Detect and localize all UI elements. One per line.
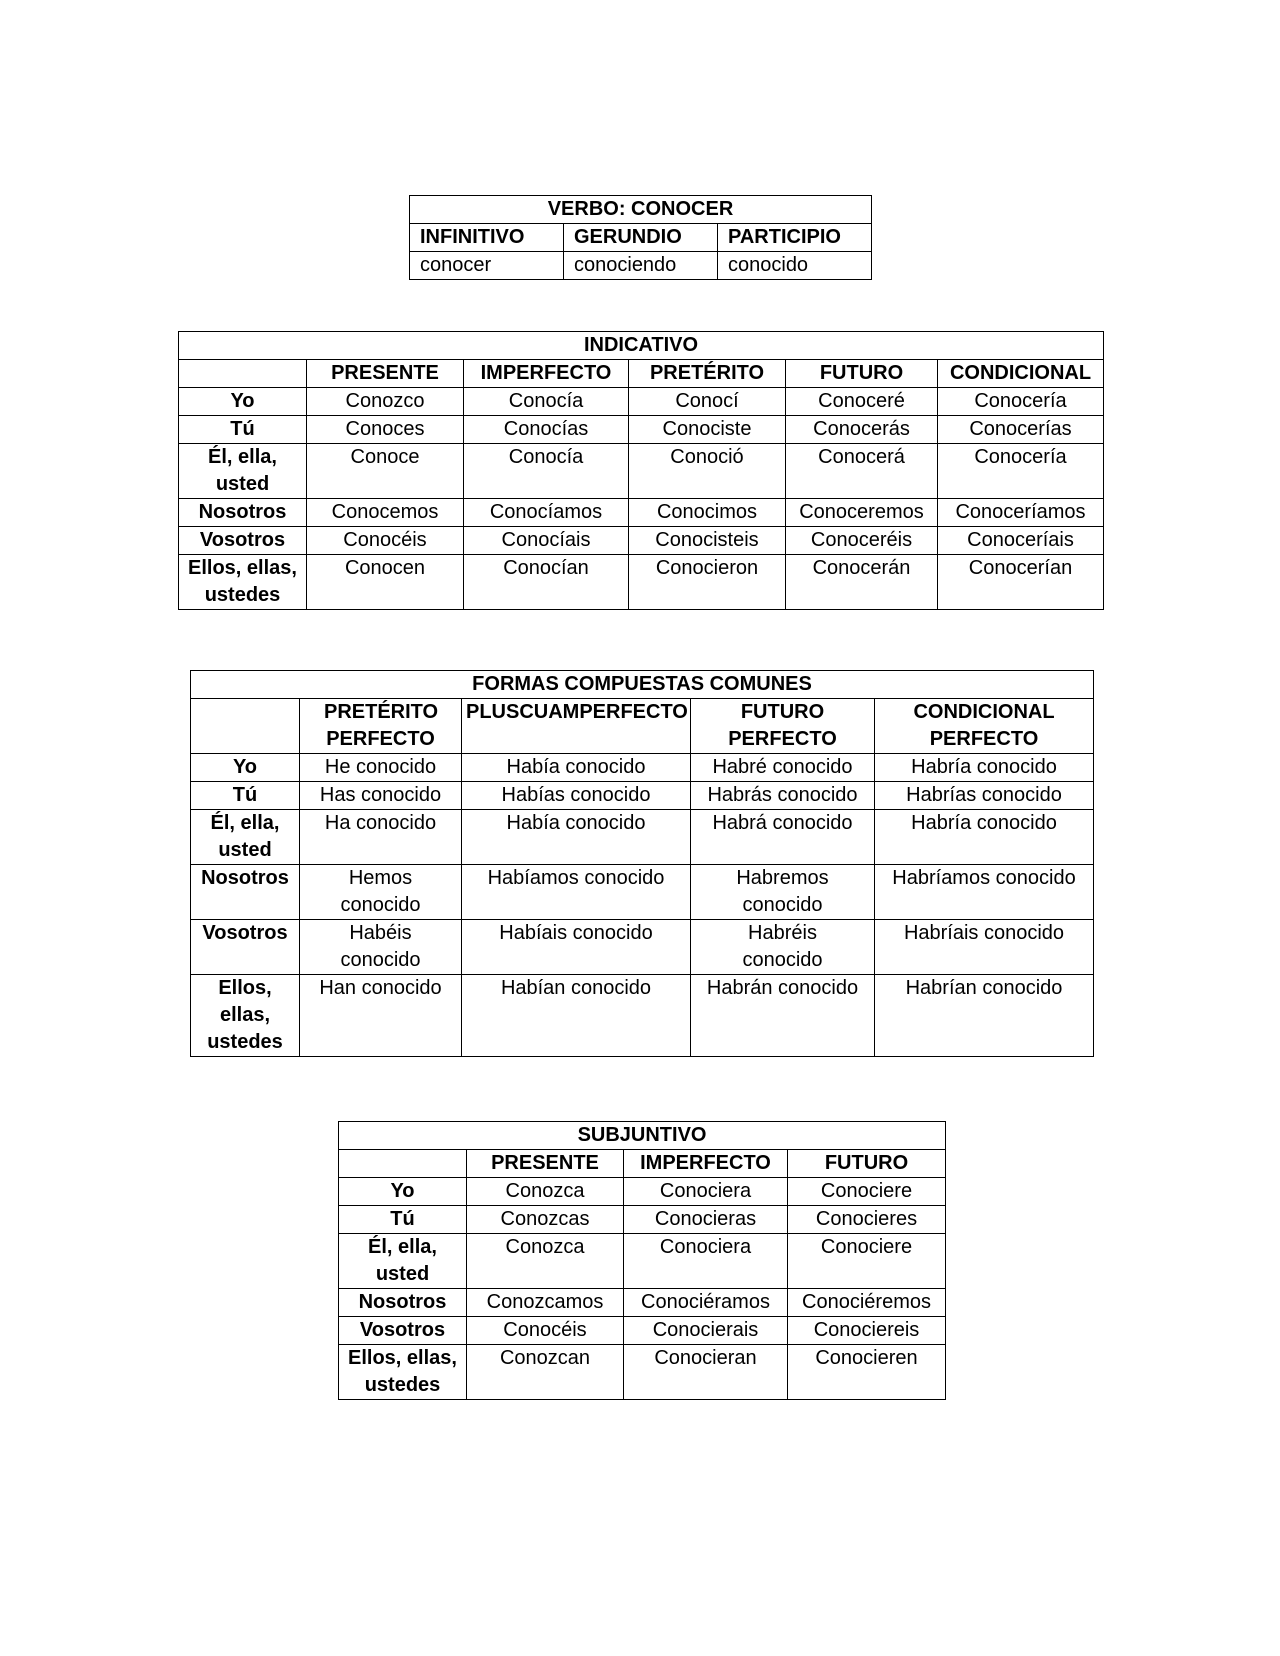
conjugation-cell: He conocido: [300, 754, 462, 782]
table-row: [179, 388, 1104, 416]
conjugation-cell: Conozcamos: [467, 1289, 624, 1317]
header-futuro: FUTURO: [788, 1150, 946, 1178]
conjugation-cell: Conocerá: [786, 444, 938, 499]
conjugation-cell: Conozcan: [467, 1345, 624, 1400]
indicativo-header-row: [179, 360, 1104, 388]
conjugation-cell: Conoceríamos: [938, 499, 1104, 527]
pronoun-cell: Ellos, ellas, ustedes: [191, 975, 300, 1057]
table-row: [191, 920, 1094, 975]
value-infinitivo: conocer: [410, 252, 564, 280]
table-row: [339, 1289, 946, 1317]
conjugation-cell: Has conocido: [300, 782, 462, 810]
verb-header-row: [410, 224, 872, 252]
pronoun-cell: Ellos, ellas, ustedes: [339, 1345, 467, 1400]
conjugation-cell: Hemos conocido: [300, 865, 462, 920]
conjugation-cell: Conocemos: [307, 499, 464, 527]
conjugation-cell: Habríamos conocido: [875, 865, 1094, 920]
value-gerundio: conociendo: [564, 252, 718, 280]
subjuntivo-table: [338, 1121, 946, 1400]
header-futuro: FUTURO: [786, 360, 938, 388]
conjugation-cell: Habíamos conocido: [462, 865, 691, 920]
conjugation-cell: Conocéis: [467, 1317, 624, 1345]
conjugation-cell: Habría conocido: [875, 754, 1094, 782]
table-row: [339, 1178, 946, 1206]
conjugation-cell: Conocíamos: [464, 499, 629, 527]
value-participio: conocido: [718, 252, 872, 280]
conjugation-cell: Conociereis: [788, 1317, 946, 1345]
conjugation-cell: Habremos conocido: [691, 865, 875, 920]
table-row: [179, 555, 1104, 610]
verb-value-row: [410, 252, 872, 280]
table-row: [191, 754, 1094, 782]
subjuntivo-header-row: [339, 1150, 946, 1178]
indicativo-table: [178, 331, 1104, 610]
header-presente: PRESENTE: [307, 360, 464, 388]
conjugation-cell: Conocerás: [786, 416, 938, 444]
header-condicional-perfecto: CONDICIONAL PERFECTO: [875, 699, 1094, 754]
conjugation-cell: Conociera: [624, 1178, 788, 1206]
compuestas-table: [190, 670, 1094, 1057]
conjugation-cell: Conoceríais: [938, 527, 1104, 555]
table-row: [339, 1206, 946, 1234]
conjugation-cell: Conocieras: [624, 1206, 788, 1234]
header-participio: PARTICIPIO: [718, 224, 872, 252]
pronoun-cell: Tú: [179, 416, 307, 444]
table-row: [191, 975, 1094, 1057]
empty-header-cell: [191, 699, 300, 754]
conjugation-cell: Conocéis: [307, 527, 464, 555]
conjugation-cell: Habíais conocido: [462, 920, 691, 975]
conjugation-cell: Conociere: [788, 1234, 946, 1289]
compuestas-header-row: [191, 699, 1094, 754]
table-row: [191, 782, 1094, 810]
conjugation-cell: Conociéramos: [624, 1289, 788, 1317]
conjugation-cell: Conocimos: [629, 499, 786, 527]
table-row: [179, 527, 1104, 555]
compuestas-title: FORMAS COMPUESTAS COMUNES: [191, 671, 1094, 699]
conjugation-cell: Conocerías: [938, 416, 1104, 444]
conjugation-cell: Habían conocido: [462, 975, 691, 1057]
table-row: [339, 1234, 946, 1289]
conjugation-cell: Conocieran: [624, 1345, 788, 1400]
conjugation-cell: Habrá conocido: [691, 810, 875, 865]
pronoun-cell: Ellos, ellas, ustedes: [179, 555, 307, 610]
conjugation-cell: Había conocido: [462, 754, 691, 782]
conjugation-cell: Conocías: [464, 416, 629, 444]
conjugation-cell: Conociera: [624, 1234, 788, 1289]
conjugation-cell: Conocisteis: [629, 527, 786, 555]
header-pluscuamperfecto: PLUSCUAMPERFECTO: [462, 699, 691, 754]
verb-title-row: [410, 196, 872, 224]
conjugation-cell: Habríais conocido: [875, 920, 1094, 975]
verb-forms-table: [409, 195, 872, 280]
table-row: [191, 865, 1094, 920]
conjugation-cell: Conocían: [464, 555, 629, 610]
empty-header-cell: [179, 360, 307, 388]
conjugation-cell: Conociste: [629, 416, 786, 444]
conjugation-cell: Habría conocido: [875, 810, 1094, 865]
pronoun-cell: Nosotros: [179, 499, 307, 527]
indicativo-title-row: [179, 332, 1104, 360]
conjugation-cell: Habrías conocido: [875, 782, 1094, 810]
conjugation-cell: Conoceré: [786, 388, 938, 416]
conjugation-cell: Conocería: [938, 444, 1104, 499]
table-row: [179, 499, 1104, 527]
conjugation-cell: Habrían conocido: [875, 975, 1094, 1057]
pronoun-cell: Vosotros: [179, 527, 307, 555]
conjugation-cell: Conocierais: [624, 1317, 788, 1345]
conjugation-cell: Han conocido: [300, 975, 462, 1057]
conjugation-cell: Conocieron: [629, 555, 786, 610]
compuestas-title-row: [191, 671, 1094, 699]
conjugation-cell: Ha conocido: [300, 810, 462, 865]
conjugation-cell: Conozca: [467, 1178, 624, 1206]
table-row: [179, 444, 1104, 499]
table-row: [339, 1345, 946, 1400]
header-futuro-perfecto: FUTURO PERFECTO: [691, 699, 875, 754]
subjuntivo-title: SUBJUNTIVO: [339, 1122, 946, 1150]
pronoun-cell: Yo: [179, 388, 307, 416]
pronoun-cell: Tú: [339, 1206, 467, 1234]
conjugation-cell: Conozco: [307, 388, 464, 416]
empty-header-cell: [339, 1150, 467, 1178]
conjugation-cell: Conocerán: [786, 555, 938, 610]
pronoun-cell: Yo: [191, 754, 300, 782]
conjugation-cell: Habéis conocido: [300, 920, 462, 975]
conjugation-cell: Había conocido: [462, 810, 691, 865]
header-imperfecto: IMPERFECTO: [624, 1150, 788, 1178]
pronoun-cell: Vosotros: [191, 920, 300, 975]
table-row: [191, 810, 1094, 865]
conjugation-cell: Habrás conocido: [691, 782, 875, 810]
conjugation-cell: Habréis conocido: [691, 920, 875, 975]
conjugation-cell: Conoceréis: [786, 527, 938, 555]
conjugation-cell: Conocería: [938, 388, 1104, 416]
conjugation-cell: Conocieren: [788, 1345, 946, 1400]
conjugation-cell: Conoció: [629, 444, 786, 499]
conjugation-cell: Conocía: [464, 388, 629, 416]
conjugation-cell: Conoce: [307, 444, 464, 499]
subjuntivo-title-row: [339, 1122, 946, 1150]
conjugation-cell: Conociéremos: [788, 1289, 946, 1317]
conjugation-cell: Conoces: [307, 416, 464, 444]
conjugation-cell: Conocía: [464, 444, 629, 499]
conjugation-cell: Conocieres: [788, 1206, 946, 1234]
conjugation-cell: Habías conocido: [462, 782, 691, 810]
header-preterito: PRETÉRITO: [629, 360, 786, 388]
header-condicional: CONDICIONAL: [938, 360, 1104, 388]
header-infinitivo: INFINITIVO: [410, 224, 564, 252]
conjugation-cell: Conocen: [307, 555, 464, 610]
pronoun-cell: Él, ella, usted: [191, 810, 300, 865]
conjugation-cell: Habré conocido: [691, 754, 875, 782]
conjugation-cell: Conoceremos: [786, 499, 938, 527]
indicativo-title: INDICATIVO: [179, 332, 1104, 360]
pronoun-cell: Él, ella, usted: [179, 444, 307, 499]
header-gerundio: GERUNDIO: [564, 224, 718, 252]
pronoun-cell: Él, ella, usted: [339, 1234, 467, 1289]
conjugation-cell: Conozcas: [467, 1206, 624, 1234]
header-preterito-perfecto: PRETÉRITO PERFECTO: [300, 699, 462, 754]
table-row: [179, 416, 1104, 444]
verb-table-title: VERBO: CONOCER: [410, 196, 872, 224]
conjugation-cell: Conocí: [629, 388, 786, 416]
pronoun-cell: Vosotros: [339, 1317, 467, 1345]
pronoun-cell: Nosotros: [191, 865, 300, 920]
table-row: [339, 1317, 946, 1345]
pronoun-cell: Tú: [191, 782, 300, 810]
header-imperfecto: IMPERFECTO: [464, 360, 629, 388]
pronoun-cell: Yo: [339, 1178, 467, 1206]
conjugation-cell: Conocíais: [464, 527, 629, 555]
conjugation-cell: Conozca: [467, 1234, 624, 1289]
conjugation-cell: Conociere: [788, 1178, 946, 1206]
conjugation-cell: Conocerían: [938, 555, 1104, 610]
conjugation-cell: Habrán conocido: [691, 975, 875, 1057]
pronoun-cell: Nosotros: [339, 1289, 467, 1317]
header-presente: PRESENTE: [467, 1150, 624, 1178]
